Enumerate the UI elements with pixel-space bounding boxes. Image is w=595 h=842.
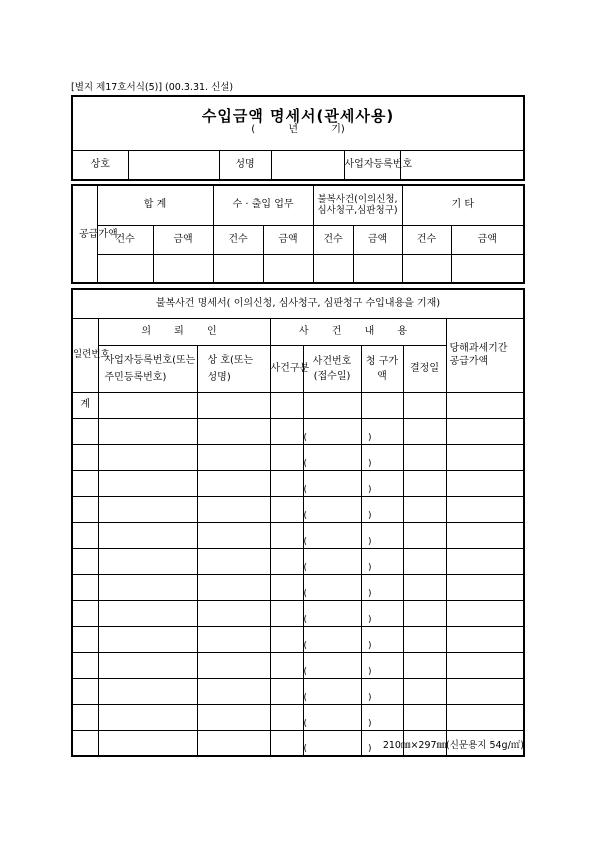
case-type-cell[interactable] <box>270 574 303 600</box>
date-parentheses: ( ) <box>303 718 372 729</box>
table-row <box>72 496 524 522</box>
client-name-cell[interactable] <box>197 600 270 626</box>
client-reg-cell[interactable] <box>98 704 197 730</box>
trade-name-label: 상호 <box>72 150 128 180</box>
case-type-label: 사건구분 <box>270 345 303 392</box>
detail-caption: 불복사건 명세서( 이의신청, 심사청구, 심판청구 수입내용을 기재) <box>72 289 524 318</box>
case-type-cell[interactable] <box>270 418 303 444</box>
group-appeal: 불복사건(이의신청,심사청구,심판청구) <box>313 185 402 225</box>
client-reg-cell[interactable] <box>98 496 197 522</box>
date-parentheses: ( ) <box>303 458 372 469</box>
case-no-cell[interactable] <box>303 418 372 444</box>
total-decision[interactable] <box>403 392 446 418</box>
decision-cell[interactable] <box>403 574 446 600</box>
client-reg-cell[interactable] <box>98 522 197 548</box>
other-count-field[interactable] <box>402 254 451 283</box>
biz-reg-label: 사업자등록번호 <box>344 150 400 180</box>
serial-label: 일련번호 <box>72 318 98 392</box>
client-name-cell[interactable] <box>197 730 270 756</box>
client-reg-cell[interactable] <box>98 652 197 678</box>
period-supply-cell[interactable] <box>446 548 524 574</box>
date-parentheses: ( ) <box>303 692 372 703</box>
client-name-cell[interactable] <box>197 574 270 600</box>
period-supply-cell[interactable] <box>446 470 524 496</box>
supply-side-label: 공급가액 <box>72 185 97 283</box>
serial-cell[interactable] <box>72 548 98 574</box>
appeal-count-field[interactable] <box>313 254 353 283</box>
case-type-cell[interactable] <box>270 600 303 626</box>
table-row <box>72 470 524 496</box>
serial-cell[interactable] <box>72 730 98 756</box>
client-label: 의 뢰 인 <box>98 318 270 345</box>
decision-label: 결정일 <box>403 345 446 392</box>
case-no-cell[interactable] <box>303 678 372 704</box>
date-parentheses: ( ) <box>303 484 372 495</box>
appeal-amount-label: 금액 <box>353 225 402 254</box>
case-no-cell[interactable] <box>303 626 372 652</box>
client-reg-cell[interactable] <box>98 600 197 626</box>
period-supply-cell[interactable] <box>446 626 524 652</box>
table-row <box>72 444 524 470</box>
customs-count-field[interactable] <box>213 254 263 283</box>
case-no-cell[interactable] <box>303 574 372 600</box>
decision-cell[interactable] <box>403 678 446 704</box>
total-count-field[interactable] <box>97 254 153 283</box>
total-period-supply[interactable] <box>446 392 524 418</box>
decision-cell[interactable] <box>403 522 446 548</box>
customs-count-label: 건수 <box>213 225 263 254</box>
total-client-reg[interactable] <box>98 392 197 418</box>
table-row <box>72 704 524 730</box>
case-type-cell[interactable] <box>270 444 303 470</box>
table-row <box>72 678 524 704</box>
claim-label: 청 구가 액 <box>361 345 403 392</box>
date-parentheses: ( ) <box>303 562 372 573</box>
client-name-label: 상 호(또는 성명) <box>197 345 270 392</box>
date-parentheses: ( ) <box>303 432 372 443</box>
case-type-cell[interactable] <box>270 652 303 678</box>
appeal-amount-field[interactable] <box>353 254 402 283</box>
group-total: 합 계 <box>97 185 213 225</box>
client-reg-cell[interactable] <box>98 470 197 496</box>
name-field[interactable] <box>271 150 344 180</box>
date-parentheses: ( ) <box>303 536 372 547</box>
decision-cell[interactable] <box>403 600 446 626</box>
client-name-cell[interactable] <box>197 548 270 574</box>
case-no-cell[interactable] <box>303 652 372 678</box>
date-parentheses: ( ) <box>303 614 372 625</box>
serial-cell[interactable] <box>72 470 98 496</box>
total-claim[interactable] <box>361 392 403 418</box>
total-client-name[interactable] <box>197 392 270 418</box>
case-type-cell[interactable] <box>270 548 303 574</box>
case-type-cell[interactable] <box>270 678 303 704</box>
serial-cell[interactable] <box>72 678 98 704</box>
customs-amount-field[interactable] <box>263 254 313 283</box>
case-type-cell[interactable] <box>270 470 303 496</box>
client-name-cell[interactable] <box>197 652 270 678</box>
serial-cell[interactable] <box>72 496 98 522</box>
serial-cell[interactable] <box>72 704 98 730</box>
period-supply-cell[interactable] <box>446 704 524 730</box>
date-parentheses: ( ) <box>303 666 372 677</box>
total-row-label: 계 <box>72 392 98 418</box>
case-no-cell[interactable] <box>303 522 372 548</box>
period-supply-label: 당해과세기간 공급가액 <box>446 318 524 392</box>
case-no-label: 사건번호(접수일) <box>303 345 361 392</box>
case-no-cell[interactable] <box>303 730 372 756</box>
decision-cell[interactable] <box>403 704 446 730</box>
biz-reg-field[interactable] <box>400 150 524 180</box>
table-row <box>72 418 524 444</box>
period-supply-cell[interactable] <box>446 496 524 522</box>
table-row <box>72 574 524 600</box>
title-cell <box>72 96 524 150</box>
client-name-cell[interactable] <box>197 704 270 730</box>
supply-table <box>71 184 525 284</box>
serial-cell[interactable] <box>72 626 98 652</box>
client-reg-cell[interactable] <box>98 574 197 600</box>
case-no-cell[interactable] <box>303 704 372 730</box>
case-type-cell[interactable] <box>270 730 303 756</box>
client-name-cell[interactable] <box>197 678 270 704</box>
other-count-label: 건수 <box>402 225 451 254</box>
detail-table <box>71 288 525 757</box>
table-row <box>72 626 524 652</box>
date-parentheses: ( ) <box>303 588 372 599</box>
period-supply-cell[interactable] <box>446 600 524 626</box>
period-supply-cell[interactable] <box>446 652 524 678</box>
serial-cell[interactable] <box>72 522 98 548</box>
period-supply-cell[interactable] <box>446 522 524 548</box>
case-no-cell[interactable] <box>303 600 372 626</box>
date-parentheses: ( ) <box>303 640 372 651</box>
client-reg-label: 사업자등록번호(또는 주민등록번호) <box>98 345 197 392</box>
header-table <box>71 95 525 181</box>
appeal-count-label: 건수 <box>313 225 353 254</box>
total-case-type[interactable] <box>270 392 303 418</box>
client-name-cell[interactable] <box>197 496 270 522</box>
client-name-cell[interactable] <box>197 418 270 444</box>
period-supply-cell[interactable] <box>446 574 524 600</box>
decision-cell[interactable] <box>403 418 446 444</box>
client-name-cell[interactable] <box>197 444 270 470</box>
client-name-cell[interactable] <box>197 470 270 496</box>
period-supply-cell[interactable] <box>446 678 524 704</box>
client-reg-cell[interactable] <box>98 678 197 704</box>
serial-cell[interactable] <box>72 418 98 444</box>
client-reg-cell[interactable] <box>98 548 197 574</box>
case-type-cell[interactable] <box>270 704 303 730</box>
date-parentheses: ( ) <box>303 510 372 521</box>
total-amount-field[interactable] <box>153 254 213 283</box>
case-type-cell[interactable] <box>270 522 303 548</box>
customs-amount-label: 금액 <box>263 225 313 254</box>
case-no-cell[interactable] <box>303 496 372 522</box>
period-line: ( 년 기) <box>251 124 345 136</box>
total-case-no[interactable] <box>303 392 361 418</box>
client-reg-cell[interactable] <box>98 444 197 470</box>
decision-cell[interactable] <box>403 444 446 470</box>
total-amount-label: 금액 <box>153 225 213 254</box>
case-type-cell[interactable] <box>270 626 303 652</box>
client-reg-cell[interactable] <box>98 730 197 756</box>
period-supply-cell[interactable] <box>446 418 524 444</box>
total-count-label: 건수 <box>97 225 153 254</box>
serial-cell[interactable] <box>72 652 98 678</box>
table-row <box>72 600 524 626</box>
decision-cell[interactable] <box>403 496 446 522</box>
decision-cell[interactable] <box>403 470 446 496</box>
client-name-cell[interactable] <box>197 522 270 548</box>
form-reference: [별지 제17호서식(5)] (00.3.31. 신설) <box>71 82 234 93</box>
detail-rows <box>72 418 524 756</box>
case-no-cell[interactable] <box>303 444 372 470</box>
trade-name-field[interactable] <box>128 150 219 180</box>
group-other: 기 타 <box>402 185 524 225</box>
table-row <box>72 522 524 548</box>
decision-cell[interactable] <box>403 652 446 678</box>
decision-cell[interactable] <box>403 548 446 574</box>
date-parentheses: ( ) <box>303 744 372 754</box>
other-amount-label: 금액 <box>451 225 524 254</box>
client-name-cell[interactable] <box>197 626 270 652</box>
group-customs: 수 · 출입 업무 <box>213 185 313 225</box>
name-label: 성명 <box>219 150 271 180</box>
other-amount-field[interactable] <box>451 254 524 283</box>
serial-cell[interactable] <box>72 444 98 470</box>
paper-spec: 210㎜×297㎜(신문용지 54g/㎡) <box>382 740 524 751</box>
page-title: 수입금액 명세서(관세사용) <box>201 107 395 126</box>
client-reg-cell[interactable] <box>98 418 197 444</box>
case-no-cell[interactable] <box>303 548 372 574</box>
table-row <box>72 652 524 678</box>
client-reg-cell[interactable] <box>98 626 197 652</box>
case-type-cell[interactable] <box>270 496 303 522</box>
case-no-cell[interactable] <box>303 470 372 496</box>
case-label: 사 건 내 용 <box>270 318 446 345</box>
period-supply-cell[interactable] <box>446 444 524 470</box>
serial-cell[interactable] <box>72 600 98 626</box>
serial-cell[interactable] <box>72 574 98 600</box>
decision-cell[interactable] <box>403 626 446 652</box>
table-row <box>72 548 524 574</box>
